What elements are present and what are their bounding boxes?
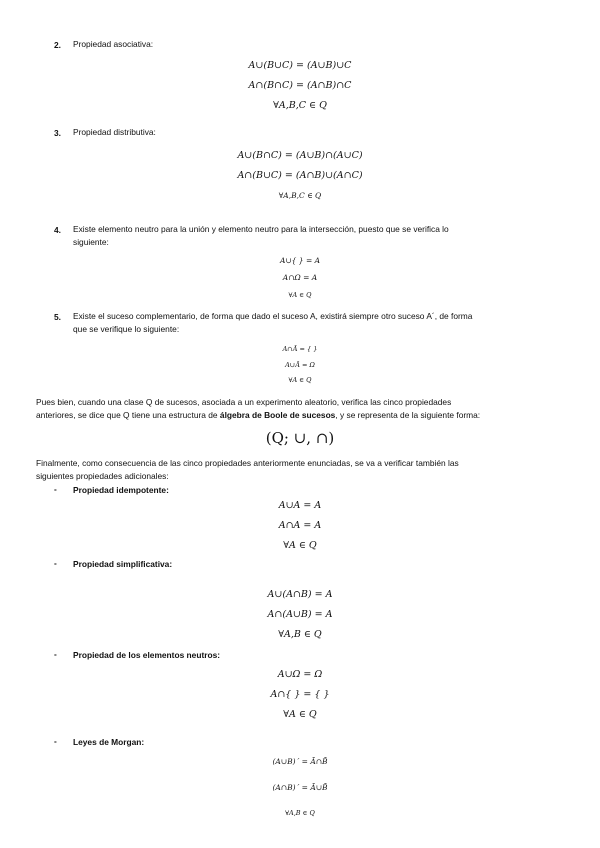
paragraph-line: siguientes propiedades adicionales:	[36, 471, 169, 481]
property-title: Leyes de Morgan:	[73, 737, 145, 747]
equation: A∪A = A	[278, 500, 322, 511]
item-number: 4.	[54, 225, 61, 235]
equation: A∪(A∩B) = A	[267, 589, 333, 600]
equation: A∪(B∩C) = (A∪B)∩(A∪C)	[237, 150, 363, 161]
bullet-dash: -	[54, 736, 57, 746]
item-title-line2: siguiente:	[73, 237, 109, 247]
equation: A∩A = A	[278, 520, 322, 531]
item-title-line1: Existe el suceso complementario, de forma que dado el suceso A, existirá siempre otro suceso A´, de forma	[73, 311, 473, 321]
equation: A∪Ā = Ω	[285, 361, 315, 369]
bullet-dash: -	[54, 649, 57, 659]
item-title: Propiedad asociativa:	[73, 39, 154, 49]
paragraph-text: , y se representa de la siguiente forma:	[335, 410, 481, 420]
boole-structure: (Q; ∪, ∩)	[265, 429, 335, 447]
equation: (A∪B)´ = Ā∩B̄	[272, 757, 328, 766]
property-title: Propiedad simplificativa:	[73, 559, 173, 569]
item-number: 2.	[54, 40, 61, 50]
bold-term: álgebra de Boole de sucesos	[219, 410, 336, 420]
equation: A∪{ } = A	[279, 256, 321, 265]
paragraph-line	[36, 409, 480, 422]
equation: A∩(B∪C) = (A∩B)∪(A∩C)	[237, 170, 363, 181]
equation: ∀A ∈ Q	[283, 540, 317, 551]
equation: ∀A ∈ Q	[288, 376, 312, 384]
property-title: Propiedad de los elementos neutros:	[73, 650, 221, 660]
paragraph-line: Finalmente, como consecuencia de las cinco propiedades anteriormente enunciadas, se va a verificar también las	[36, 458, 459, 468]
property-title: Propiedad idempotente:	[73, 485, 169, 495]
equation: A∩{ } = { }	[270, 689, 330, 700]
equation: (A∩B)´ = Ā∪B̄	[272, 783, 328, 792]
equation: A∪Ω = Ω	[277, 669, 323, 680]
equation: A∪(B∪C) = (A∪B)∪C	[248, 60, 352, 71]
equation: ∀A,B ∈ Q	[278, 629, 322, 640]
paragraph-text: anteriores, se dice que Q tiene una estructura de	[36, 410, 220, 420]
item-title-line1: Existe elemento neutro para la unión y elemento neutro para la intersección, puesto que se verifica lo	[73, 224, 449, 234]
equation: ∀A ∈ Q	[283, 709, 317, 720]
paragraph-line: Pues bien, cuando una clase Q de sucesos, asociada a un experimento aleatorio, verifica las cinco propiedades	[36, 397, 452, 407]
equation: A∩(B∩C) = (A∩B)∩C	[248, 80, 352, 91]
equation: ∀A,B,C ∈ Q	[273, 100, 327, 111]
equation: ∀A,B ∈ Q	[285, 809, 315, 817]
item-number: 3.	[54, 128, 61, 138]
equation: ∀A ∈ Q	[288, 291, 312, 299]
equation: A∩Ω = A	[282, 273, 318, 282]
equation: ∀A,B,C ∈ Q	[278, 191, 322, 200]
item-title-line2: que se verifique lo siguiente:	[73, 324, 180, 334]
equation: A∩(A∪B) = A	[267, 609, 333, 620]
equation: A∩Ā = { }	[282, 345, 318, 353]
bullet-dash: -	[54, 484, 57, 494]
item-title: Propiedad distributiva:	[73, 127, 156, 137]
bullet-dash: -	[54, 558, 57, 568]
item-number: 5.	[54, 312, 61, 322]
